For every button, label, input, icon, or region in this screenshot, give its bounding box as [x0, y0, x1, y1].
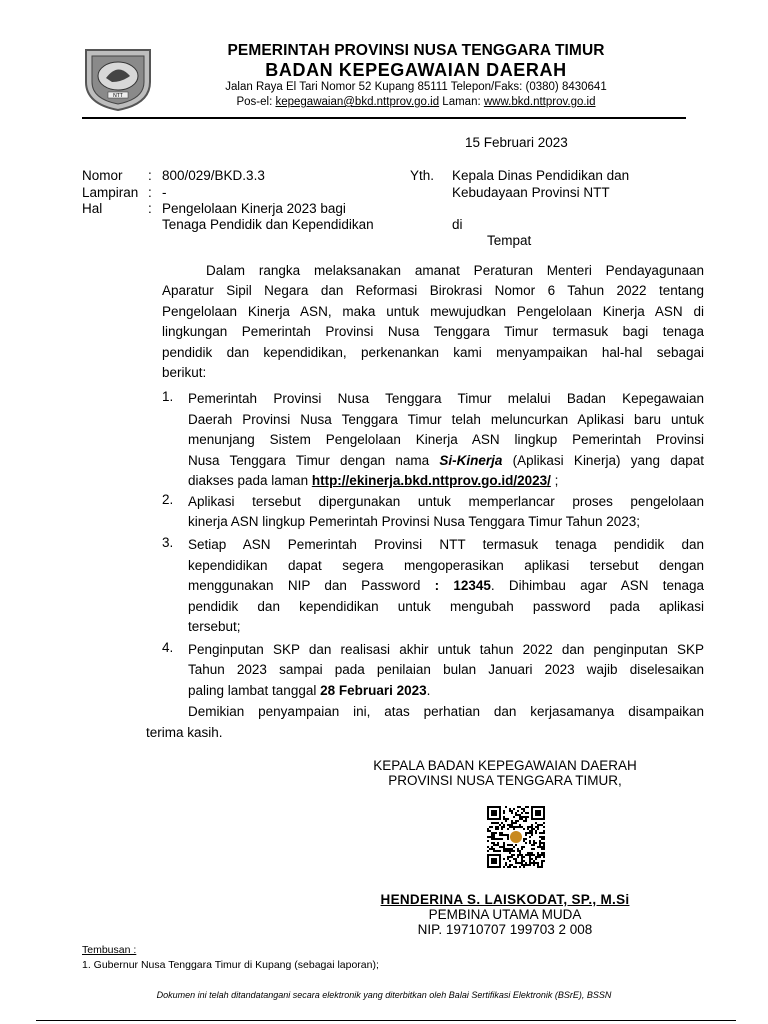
- government-name: PEMERINTAH PROVINSI NUSA TENGGARA TIMUR: [227, 42, 605, 59]
- letter-date: 15 Februari 2023: [465, 135, 568, 150]
- signatory-name: HENDERINA S. LAISKODAT, SP., M.Si: [380, 892, 630, 907]
- web-label: Laman:: [442, 96, 481, 108]
- default-password: : 12345: [434, 578, 491, 593]
- email-label: Pos-el:: [236, 96, 273, 108]
- item4-line: Penginputan SKP dan realisasi akhir untuk tahun 2022 dan penginputan SKP: [188, 642, 704, 657]
- item3-text: . Dihimbau agar ASN tenaga: [490, 578, 704, 593]
- hal-colon: :: [148, 201, 152, 216]
- email-link[interactable]: kepegawaian@bkd.nttprov.go.id: [275, 96, 440, 108]
- signatory-title-2: PROVINSI NUSA TENGGARA TIMUR,: [388, 773, 622, 788]
- app-name: Si-Kinerja: [439, 453, 503, 468]
- item1-text: diakses pada laman: [188, 473, 312, 488]
- hal-value-line2: Tenaga Pendidik dan Kependidikan: [162, 217, 374, 232]
- nomor-value: 800/029/BKD.3.3: [162, 168, 265, 183]
- agency-contact: [160, 96, 672, 108]
- intro-line: Pengelolaan Kinerja ASN, maka untuk mewujudkan Pengelolaan Kinerja ASN di: [162, 304, 704, 319]
- item2-line: Aplikasi tersebut dipergunakan untuk memperlancar proses pengelolaan: [188, 494, 704, 509]
- item3-text: menggunakan NIP dan Password: [188, 578, 435, 593]
- item1-line: Daerah Provinsi Nusa Tenggara Timur telah meluncurkan Aplikasi baru untuk: [188, 412, 704, 427]
- item4-line: Tahun 2023 sampai pada penilaian bulan Januari 2023 wajib diselesaikan: [188, 662, 704, 677]
- intro-line: lingkungan Pemerintah Provinsi Nusa Tenggara Timur termasuk bagi tenaga: [162, 324, 704, 339]
- page-bottom-rule: [36, 1020, 736, 1021]
- item3-line: Setiap ASN Pemerintah Provinsi NTT termasuk tenaga pendidik dan: [188, 537, 704, 552]
- signatory-title-1: KEPALA BADAN KEPEGAWAIAN DAERAH: [373, 758, 637, 773]
- lampiran-colon: :: [148, 185, 152, 200]
- recipient-line1: Kepala Dinas Pendidikan dan: [452, 168, 630, 183]
- electronic-signature-note: Dokumen ini telah ditandatangani secara elektronik yang diterbitkan oleh Balai Sertifikasi Elektronik (BSrE), BSSN: [156, 990, 612, 1000]
- ekinerja-link[interactable]: http://ekinerja.bkd.nttprov.go.id/2023/: [311, 473, 551, 488]
- item2-line: kinerja ASN lingkup Pemerintah Provinsi Nusa Tenggara Timur Tahun 2023;: [188, 514, 641, 529]
- lampiran-label: Lampiran: [82, 185, 139, 200]
- closing-line: Demikian penyampaian ini, atas perhatian dan kerjasamanya disampaikan: [188, 704, 704, 719]
- item4-line: [188, 681, 704, 702]
- recipient-tempat: Tempat: [487, 233, 532, 248]
- item1-text: ;: [550, 473, 559, 488]
- intro-line: pendidik dan kependidikan, perkenankan kami menyampaikan hal-hal sebagai: [162, 345, 704, 360]
- item1-line: Pemerintah Provinsi Nusa Tenggara Timur melalui Badan Kepegawaian: [188, 391, 704, 406]
- tembusan-item: 1. Gubernur Nusa Tenggara Timur di Kupang (sebagai laporan);: [82, 959, 379, 971]
- item4-text: .: [426, 683, 431, 698]
- item1-line: menunjang Sistem Pengelolaan Kinerja ASN lingkup Pemerintah Provinsi: [188, 432, 704, 447]
- item-number: 3.: [162, 535, 174, 550]
- item4-text: paling lambat tanggal: [188, 683, 321, 698]
- item3-line: [188, 576, 704, 597]
- nomor-label: Nomor: [82, 168, 123, 183]
- signature-qr-code: [487, 806, 545, 868]
- signatory-nip: NIP. 19710707 199703 2 008: [417, 922, 593, 937]
- item1-line: [188, 471, 704, 492]
- item-number: 1.: [162, 389, 174, 404]
- intro-line: berikut:: [162, 365, 207, 380]
- item3-line: tersebut;: [188, 619, 241, 634]
- recipient-di: di: [452, 217, 463, 232]
- item1-line: [188, 451, 704, 472]
- svg-text:NTT: NTT: [113, 93, 123, 99]
- deadline-date: 28 Februari 2023: [320, 683, 427, 698]
- signatory-rank: PEMBINA UTAMA MUDA: [428, 907, 582, 922]
- hal-value-line1: Pengelolaan Kinerja 2023 bagi: [162, 201, 346, 216]
- closing-line: terima kasih.: [146, 725, 223, 740]
- website-link[interactable]: www.bkd.nttprov.go.id: [483, 96, 596, 108]
- item1-text: (Aplikasi Kinerja) yang dapat: [502, 453, 705, 468]
- tembusan-label: Tembusan :: [82, 944, 137, 956]
- lampiran-value: -: [162, 185, 167, 200]
- agency-address: Jalan Raya El Tari Nomor 52 Kupang 85111 Telepon/Faks: (0380) 8430641: [225, 81, 607, 93]
- nomor-colon: :: [148, 168, 152, 183]
- intro-line: Aparatur Sipil Negara dan Reformasi Birokrasi Nomor 6 Tahun 2022 tentang: [162, 283, 704, 298]
- item1-text: Nusa Tenggara Timur dengan nama: [188, 453, 440, 468]
- item3-line: pendidik dan kependidikan untuk mengubah password pada aplikasi: [188, 599, 704, 614]
- hal-label: Hal: [82, 201, 103, 216]
- yth-label: Yth.: [410, 168, 435, 183]
- item-number: 4.: [162, 640, 174, 655]
- item3-line: kependidikan dapat segera mengoperasikan aplikasi tersebut dengan: [188, 558, 704, 573]
- recipient-line2: Kebudayaan Provinsi NTT: [452, 185, 610, 200]
- provincial-logo: [82, 42, 154, 112]
- item-number: 2.: [162, 492, 174, 507]
- intro-line: Dalam rangka melaksanakan amanat Peraturan Menteri Pendayagunaan: [206, 263, 704, 278]
- agency-name: BADAN KEPEGAWAIAN DAERAH: [265, 60, 567, 80]
- letterhead-divider: [82, 117, 686, 119]
